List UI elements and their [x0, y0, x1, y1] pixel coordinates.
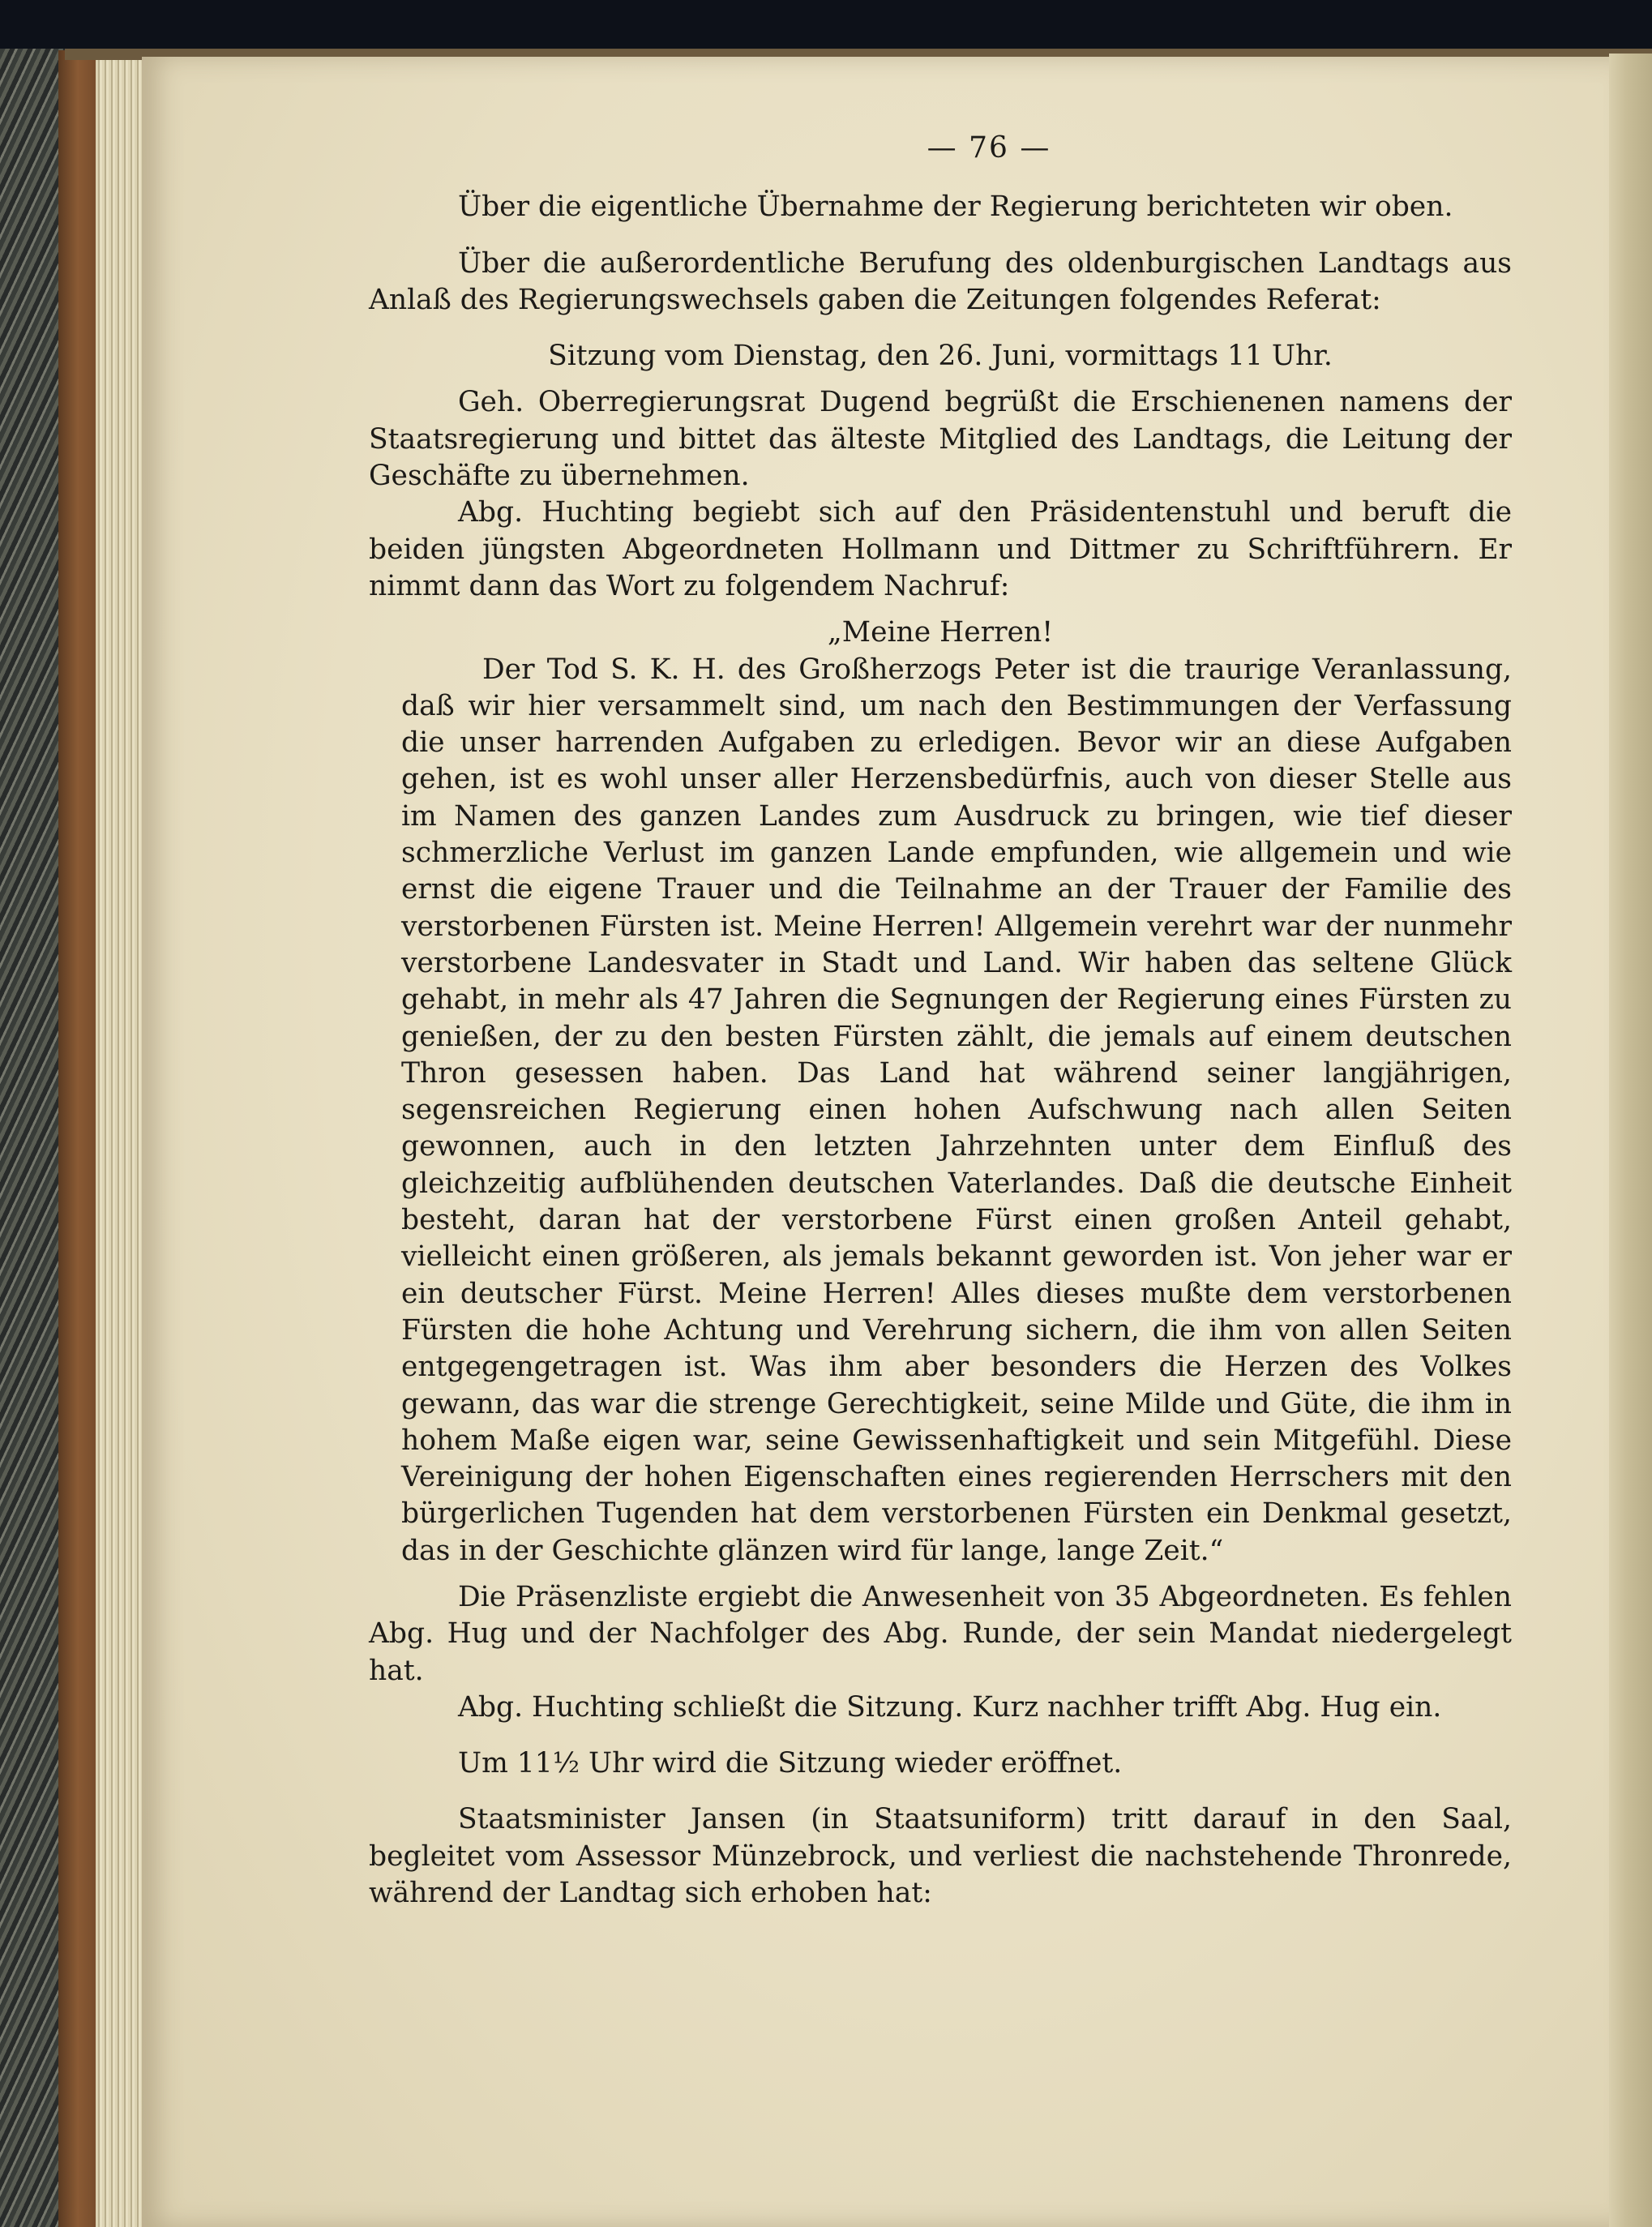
paragraph-attendance: Die Präsenzliste ergiebt die Anwesenheit von 35 Abgeordneten. Es fehlen Abg. Hug und der Nachfolger des Abg. Runde, der sein Mandat niedergelegt hat.	[369, 1580, 1512, 1687]
paragraph-convocation: Über die außerordentliche Berufung des oldenburgischen Landtags aus Anlaß des Regierungswechsels gaben die Zeitungen folgendes Referat:	[369, 246, 1512, 316]
paragraph-minister: Staatsminister Jansen (in Staatsuniform) tritt darauf in den Saal, begleitet vom Assessor Münzebrock, und verliest die nachstehende Thronrede, während der Landtag sich erhoben hat:	[369, 1803, 1512, 1910]
paragraph-huchting: Abg. Huchting begiebt sich auf den Präsidentenstuhl und beruft die beiden jüngsten Abgeordneten Hollmann und Dittmer zu Schriftführern. Er nimmt dann das Wort zu folgendem Nachruf:	[369, 496, 1512, 602]
page-number: — 76 —	[927, 131, 1051, 165]
paragraph-opening: Geh. Oberregierungsrat Dugend begrüßt die Erschienenen namens der Staatsregierung und bittet das älteste Mitglied des Landtags, die Leitung der Geschäfte zu übernehmen.	[369, 386, 1512, 493]
paragraph-closing: Abg. Huchting schließt die Sitzung. Kurz nachher trifft Abg. Hug ein.	[458, 1690, 1442, 1724]
quote-salutation: „Meine Herren!	[827, 616, 1054, 649]
session-heading: Sitzung vom Dienstag, den 26. Juni, vormittags 11 Uhr.	[548, 340, 1333, 373]
right-page-edge	[1609, 54, 1652, 2227]
page-text	[369, 130, 1512, 1912]
quote-obituary: Der Tod S. K. H. des Großherzogs Peter ist die traurige Veranlassung, daß wir hier versammelt sind, um nach den Bestimmungen der Verfassung die unser harrenden Aufgaben zu erledigen. Bevor wir an diese Aufgaben gehen, ist es wohl unser aller Herzensbedürfnis, auch von dieser Stelle aus im Namen des ganzen Landes zum Ausdruck zu bringen, wie tief dieser schmerzliche Verlust im ganzen Lande empfunden, wie allgemein und wie ernst die eigene Trauer und die Teilnahme an der Trauer der Familie des verstorbenen Fürsten ist. Meine Herren! Allgemein verehrt war der nunmehr verstorbene Landesvater in Stadt und Land. Wir haben das seltene Glück gehabt, in mehr als 47 Jahren die Segnungen der Regierung eines Fürsten zu genießen, der zu den besten Fürsten zählt, die jemals auf einem deutschen Thron gesessen haben. Das Land hat während seiner langjährigen, segensreichen Regierung einen hohen Aufschwung nach allen Seiten gewonnen, auch in den letzten Jahrzehnten unter dem Einfluß des gleichzeitig aufblühenden deutschen Vaterlandes. Daß die deutsche Einheit besteht, daran hat der verstorbene Fürst einen großen Anteil gehabt, vielleicht einen größeren, als jemals bekannt geworden ist. Von jeher war er ein deutscher Fürst. Meine Herren! Alles dieses mußte dem verstorbenen Fürsten die hohe Achtung und Verehrung sichern, die ihm von allen Seiten entgegengetragen ist. Was ihm aber besonders die Herzen des Volkes gewann, das war die strenge Gerechtigkeit, seine Milde und Güte, die ihm in hohem Maße eigen war, seine Gewissenhaftigkeit und sein Mitgefühl. Diese Vereinigung der hohen Eigenschaften eines regierenden Herrschers mit den bürgerlichen Tugenden hat dem verstorbenen Fürsten ein Denkmal gesetzt, das in der Geschichte glänzen wird für lange, lange Zeit.“	[401, 653, 1512, 1567]
paragraph-reopening: Um 11½ Uhr wird die Sitzung wieder eröffnet.	[458, 1747, 1123, 1780]
paragraph-takeover: Über die eigentliche Übernahme der Regierung berichteten wir oben.	[458, 191, 1453, 224]
